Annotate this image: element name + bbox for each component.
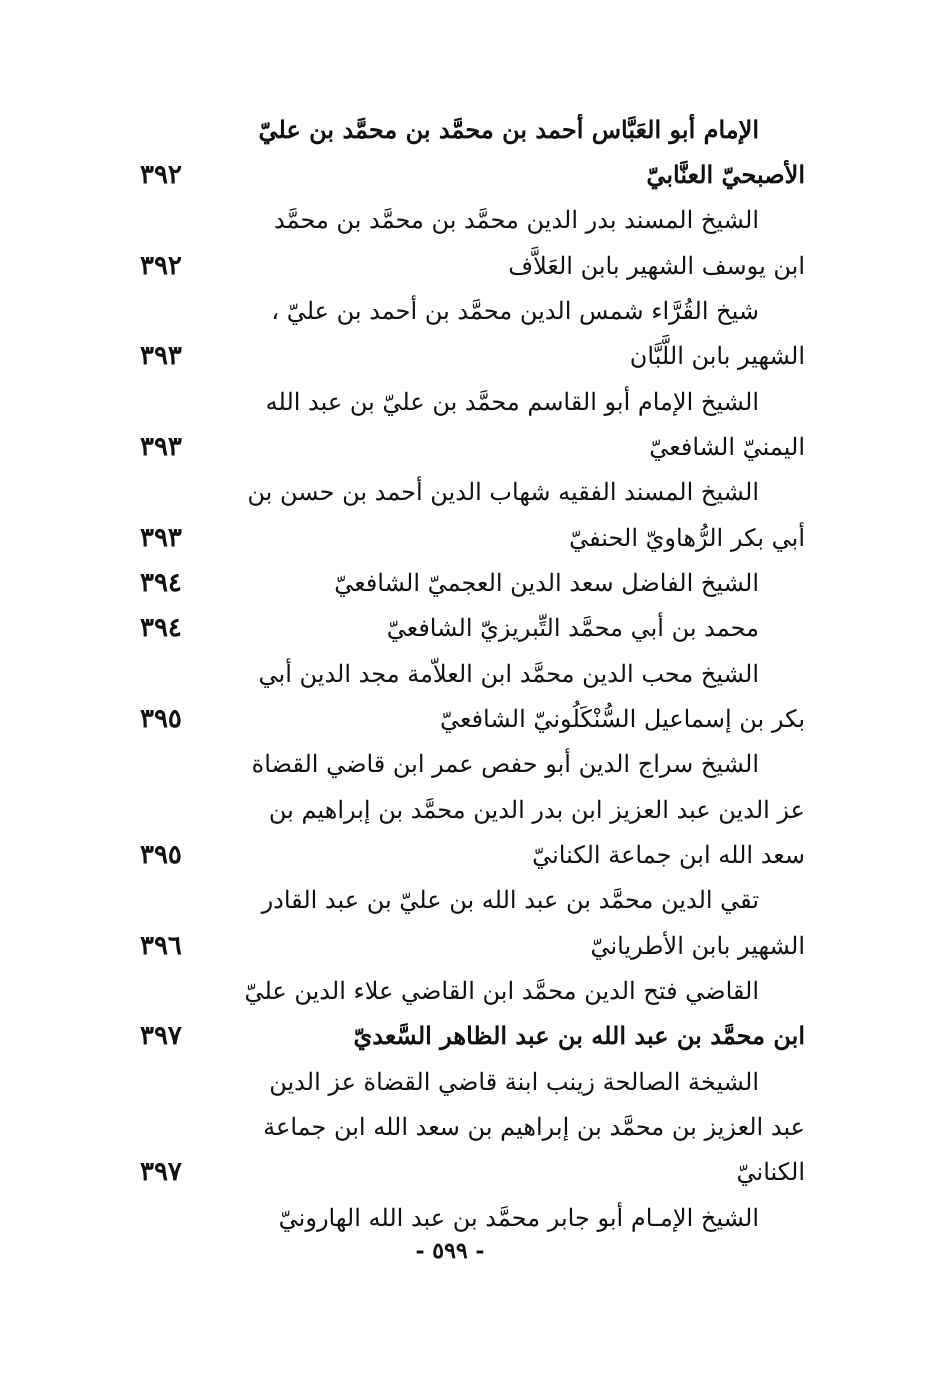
entry-text: الشيخة الصالحة زينب ابنة قاضي القضاة عز الدين xyxy=(269,1068,759,1096)
entry-line xyxy=(0,561,945,605)
entry-text: الشيخ محب الدين محمَّد ابن العلاّمة مجد الدين أبي xyxy=(258,660,759,688)
entry-line xyxy=(0,425,945,469)
entry-text: بكر بن إسماعيل السُّنْكَلُونيّ الشافعيّ xyxy=(439,705,805,733)
entry-text: ابن محمَّد بن عبد الله بن عبد الظاهر السَّعديّ xyxy=(353,1021,805,1050)
page-reference: ٣٩٧ xyxy=(140,1157,182,1187)
page-number: - ٥٩٩ - xyxy=(415,1238,485,1264)
entry-line xyxy=(0,470,945,514)
entry-text: الكنانيّ xyxy=(736,1158,805,1186)
entry-line xyxy=(0,108,945,152)
page-reference: ٣٩٧ xyxy=(140,1021,182,1051)
entry-line xyxy=(0,606,945,650)
page-reference: ٣٩٤ xyxy=(140,568,182,598)
entry-line xyxy=(0,380,945,424)
entry-text: عبد العزيز بن محمَّد بن إبراهيم بن سعد الله ابن جماعة xyxy=(263,1113,805,1141)
entry-text: سعد الله ابن جماعة الكنانيّ xyxy=(532,841,805,869)
entry-line xyxy=(0,697,945,741)
entry-line xyxy=(0,788,945,832)
page-reference: ٣٩٤ xyxy=(140,613,182,643)
entry-line xyxy=(0,742,945,786)
entry-text: الشيخ الإمام أبو القاسم محمَّد بن عليّ بن عبد الله xyxy=(265,388,759,416)
entry-text: الشيخ الفاضل سعد الدين العجميّ الشافعيّ xyxy=(334,569,759,597)
entry-line xyxy=(0,153,945,197)
entry-line xyxy=(0,289,945,333)
entry-text: الشهير بابن الأطريانيّ xyxy=(590,932,805,960)
entry-text: الشيخ المسند بدر الدين محمَّد بن محمَّد بن محمَّد xyxy=(273,206,759,234)
entry-text: الإمام أبو العَبَّاس أحمد بن محمَّد بن محمَّد بن عليّ xyxy=(258,115,759,144)
entry-text: عز الدين عبد العزيز ابن بدر الدين محمَّد بن إبراهيم بن xyxy=(268,796,805,824)
entry-text: الشيخ المسند الفقيه شهاب الدين أحمد بن حسن بن xyxy=(247,478,759,506)
entry-text: الشيخ الإمـام أبو جابر محمَّد بن عبد الله الهارونيّ xyxy=(278,1204,759,1232)
entry-text: اليمنيّ الشافعيّ xyxy=(649,433,805,461)
page-reference: ٣٩٥ xyxy=(140,840,182,870)
entry-line xyxy=(0,516,945,560)
entry-text: شيخ القُرَّاء شمس الدين محمَّد بن أحمد بن عليّ ، xyxy=(271,297,759,325)
entry-line xyxy=(0,1105,945,1149)
entry-line xyxy=(0,1150,945,1194)
entry-text: الشهير بابن اللَّبَّان xyxy=(629,342,805,370)
entry-line xyxy=(0,334,945,378)
entry-text: محمد بن أبي محمَّد التِّبريزيّ الشافعيّ xyxy=(386,614,759,642)
entry-line xyxy=(0,878,945,922)
entry-text: القاضي فتح الدين محمَّد ابن القاضي علاء الدين عليّ xyxy=(244,977,759,1005)
entry-line xyxy=(0,1060,945,1104)
entry-line xyxy=(0,652,945,696)
page-reference: ٣٩٣ xyxy=(140,341,182,371)
entry-text: الأصبحيّ العنَّابيّ xyxy=(646,160,805,189)
page-reference: ٣٩٢ xyxy=(140,251,182,281)
entry-text: تقي الدين محمَّد بن عبد الله بن عليّ بن عبد القادر xyxy=(261,886,759,914)
entry-line xyxy=(0,969,945,1013)
entry-line xyxy=(0,244,945,288)
entry-text: الشيخ سراج الدين أبو حفص عمر ابن قاضي القضاة xyxy=(251,750,759,778)
entry-line xyxy=(0,1014,945,1058)
entry-line xyxy=(0,924,945,968)
page-reference: ٣٩٣ xyxy=(140,432,182,462)
page-reference: ٣٩٢ xyxy=(140,160,182,190)
page-reference: ٣٩٥ xyxy=(140,704,182,734)
entry-line xyxy=(0,833,945,877)
entry-line xyxy=(0,1196,945,1240)
entry-line xyxy=(0,198,945,242)
entry-text: أبي بكر الرُّهاويّ الحنفيّ xyxy=(569,524,805,552)
page-reference: ٣٩٣ xyxy=(140,523,182,553)
entry-text: ابن يوسف الشهير بابن العَلاَّف xyxy=(508,252,805,280)
page-reference: ٣٩٦ xyxy=(140,931,182,961)
